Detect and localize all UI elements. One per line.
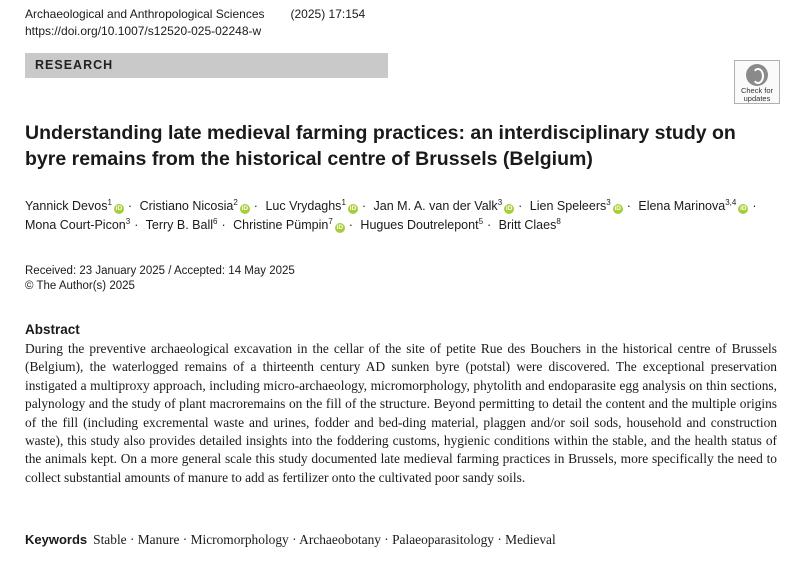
author-name: Lien Speleers [529, 199, 607, 213]
article-title: Understanding late medieval farming practices: an interdisciplinary study on byre remains from the historical centre of Brussels (Belgium) [25, 122, 736, 170]
orcid-icon[interactable]: iD [740, 205, 747, 212]
author-name: Mona Court-Picon [25, 218, 126, 232]
author-affiliation: 5 [478, 216, 484, 226]
author-separator: · [253, 199, 258, 213]
keywords [25, 532, 556, 548]
orcid-icon[interactable]: iD [614, 205, 621, 212]
author [360, 218, 483, 232]
author-affiliation: 7 [328, 216, 333, 226]
author [638, 199, 748, 213]
author-affiliation: 3 [606, 197, 611, 207]
orcid-icon[interactable]: iD [349, 205, 357, 212]
author-separator: · [752, 199, 757, 213]
author-list [25, 197, 775, 235]
author [25, 199, 124, 213]
author [233, 218, 345, 232]
orcid-icon[interactable]: iD [241, 205, 249, 212]
author-separator: · [487, 218, 492, 232]
author-affiliation: 6 [213, 216, 218, 226]
author-separator: · [518, 199, 523, 213]
author-separator: · [127, 199, 133, 213]
orcid-icon[interactable]: iD [115, 205, 123, 212]
abstract-text: During the preventive archaeological excavation in the cellar of the site of petite Rue des Bouchers in the historical centre of Brussels (Belgium), the waterlogged remains of a thirteenth century AD sunken byre (potstal) were discovered. The exceptional preservation instigated a multiproxy approach, including micro-archaeology, micromorphology, phytolith and endoparasite egg analysis on thin sections, palynology and the study of plant macroremains on the fill of the structure. Beyond permitting to detail the content and the multiple origins of the fill (including excremental waste and urines, fodder and bed-ding material, plaggen and/or soil sods, household and construction waste), this study also provides detailed insights into the foddering customs, hygienic conditions within the stable, and the health status of the animals kept. On a more general scale this study documented late medieval farming practices in Brussels, more specifically the need to collect substantial amounts of manure to add as fertilizer onto the cultivated poor sandy soils. [25, 341, 777, 485]
author-affiliation: 1 [341, 197, 346, 207]
author-affiliation: 3 [497, 197, 503, 207]
author-name: Britt Claes [498, 218, 557, 232]
author [499, 218, 561, 232]
author-affiliation: 3,4 [725, 197, 737, 207]
keywords-list: Stable · Manure · Micromorphology · Archaeobotany · Palaeoparasitology · Medieval [93, 532, 556, 547]
author-name: Elena Marinova [638, 199, 726, 213]
abstract-heading: Abstract [25, 322, 80, 337]
author-separator: · [348, 218, 353, 232]
author-affiliation: 2 [233, 197, 238, 207]
journal-header [25, 7, 365, 21]
author-affiliation: 3 [125, 216, 131, 226]
check-updates-label: Check for updates [740, 86, 774, 103]
section-label-bar [25, 53, 388, 78]
journal-issue: (2025) 17:154 [290, 7, 366, 21]
author [265, 199, 357, 213]
author-affiliation: 1 [107, 197, 112, 207]
received-accepted: Received: 23 January 2025 / Accepted: 14 May 2025 [25, 265, 295, 277]
author [140, 199, 250, 213]
author [146, 218, 218, 232]
author-name: Hugues Doutrelepont [360, 218, 479, 232]
check-for-updates-button[interactable] [734, 60, 780, 104]
orcid-icon[interactable]: iD [505, 205, 513, 212]
author [530, 199, 623, 213]
copyright: © The Author(s) 2025 [25, 280, 135, 292]
article-dates [25, 264, 295, 294]
author-separator: · [626, 199, 631, 213]
journal-name: Archaeological and Anthropological Sciences [25, 7, 265, 21]
author-separator: · [221, 218, 226, 232]
author-separator: · [134, 218, 139, 232]
author-name: Cristiano Nicosia [139, 199, 234, 213]
author [374, 199, 515, 213]
author [25, 218, 130, 232]
author-name: Jan M. A. van der Valk [373, 199, 498, 213]
doi-link[interactable]: https://doi.org/10.1007/s12520-025-02248-w [25, 24, 262, 38]
author-affiliation: 8 [556, 216, 561, 226]
author-name: Terry B. Ball [145, 218, 214, 232]
check-updates-icon [746, 64, 768, 86]
author-name: Yannick Devos [25, 199, 108, 213]
author-name: Christine Pümpin [233, 218, 329, 232]
section-label: RESEARCH [35, 58, 114, 72]
orcid-icon[interactable]: iD [336, 224, 344, 231]
author-separator: · [361, 199, 367, 213]
keywords-label: Keywords [25, 532, 88, 547]
author-name: Luc Vrydaghs [265, 199, 342, 213]
